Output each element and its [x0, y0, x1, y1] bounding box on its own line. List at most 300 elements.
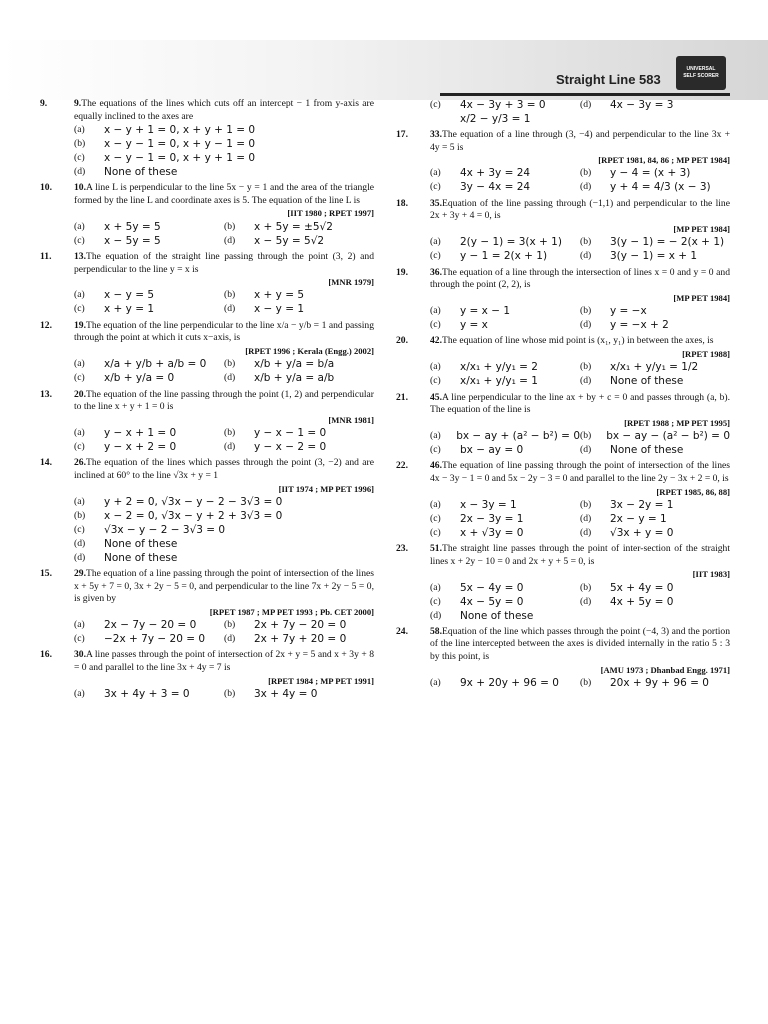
answer-option[interactable]: [580, 498, 730, 512]
option-letter: (b): [224, 358, 236, 370]
question-item: [396, 543, 730, 623]
option-letter: (d): [580, 512, 592, 524]
option-letter: (a): [430, 581, 441, 593]
question-item: [396, 460, 730, 540]
option-letter: (a): [430, 498, 441, 510]
option-text: x − y = 5: [104, 289, 155, 302]
option-letter: (a): [430, 676, 441, 688]
option-letter: (a): [74, 123, 85, 135]
option-text: 2x − y = 1: [610, 512, 667, 525]
answer-option[interactable]: [224, 303, 374, 317]
question-text-block: [74, 389, 374, 414]
answer-option[interactable]: [580, 181, 730, 195]
answer-option[interactable]: [430, 181, 580, 195]
question-label: 9.: [74, 98, 82, 109]
question-number: 21.: [396, 391, 408, 403]
option-letter: (a): [74, 427, 85, 439]
page-header-band: [0, 40, 768, 100]
question-label: 19.: [74, 319, 86, 331]
question-number: 15.: [40, 568, 52, 580]
question-text-block: [74, 320, 374, 345]
question-item: [40, 457, 374, 565]
options-grid: [430, 361, 730, 389]
option-text: −2x + 7y − 20 = 0: [104, 633, 206, 646]
option-letter: (b): [224, 289, 236, 301]
answer-option[interactable]: [430, 429, 580, 443]
answer-option[interactable]: [430, 361, 580, 375]
option-letter: (d): [74, 551, 86, 563]
question-source: [MP PET 1984]: [673, 292, 730, 303]
option-letter: (b): [580, 676, 592, 688]
option-text: 5x − 4y = 0: [460, 581, 524, 594]
question-text: Equation of the line which passes through the point (−4, 3) and the portion of the line intercepted between the axes is divided internally in the ratio 5 : 3 by this point, is: [430, 625, 730, 663]
question-item: [396, 392, 730, 458]
option-letter: (d): [224, 303, 236, 315]
question-text: The equation of the line perpendicular to the line x/a − y/b = 1 and passing through the point at which it cuts x−axis, is: [74, 319, 374, 344]
question-item: [396, 267, 730, 333]
left-column: [40, 98, 374, 704]
answer-option[interactable]: [430, 526, 580, 540]
option-text: 9x + 20y + 96 = 0: [460, 676, 559, 689]
question-source: [AMU 1973 ; Dhanbad Engg. 1971]: [600, 664, 730, 675]
answer-option[interactable]: [580, 250, 730, 264]
option-text: x − 5y = 5: [104, 234, 161, 247]
answer-option[interactable]: [224, 632, 374, 646]
question-source: [IIT 1980 ; RPET 1997]: [287, 208, 374, 219]
question-label: 42.: [430, 335, 442, 347]
option-letter: (c): [430, 526, 441, 538]
option-text: 2x − 7y − 20 = 0: [104, 619, 197, 632]
question-label: 20.: [74, 388, 86, 400]
question-label: 29.: [74, 568, 86, 580]
option-text: bx − ay − (a² − b²) = 0: [606, 430, 730, 443]
option-text: 3x + 4y = 0: [254, 687, 318, 700]
question-number: 12.: [40, 319, 52, 331]
answer-option[interactable]: [74, 358, 224, 372]
question-source: [RPET 1981, 84, 86 ; MP PET 1984]: [598, 155, 730, 166]
option-letter: (b): [74, 137, 86, 149]
option-letter: (d): [580, 526, 592, 538]
question-source: [RPET 1996 ; Kerala (Engg.) 2002]: [245, 345, 374, 356]
question-number: 16.: [40, 649, 52, 661]
answer-option[interactable]: [580, 512, 730, 526]
question-source: [MP PET 1984]: [673, 223, 730, 234]
question-number: 10.: [40, 182, 52, 194]
question-label: 26.: [74, 457, 86, 469]
option-text: y = x − 1: [460, 305, 511, 318]
option-letter: (c): [430, 181, 441, 193]
question-text: The equation of the lines which passes through the point (3, −2) and are inclined at 60° to the line √3x + y = 1: [74, 457, 374, 481]
answer-option[interactable]: [74, 687, 224, 701]
question-item: [40, 389, 374, 455]
option-text: x/x₁ + y/y₁ = 1/2: [610, 361, 699, 374]
question-source: [RPET 1987 ; MP PET 1993 ; Pb. CET 2000]: [209, 606, 374, 617]
option-text: 3x + 4y + 3 = 0: [104, 687, 190, 700]
option-letter: (d): [580, 98, 592, 110]
answer-option[interactable]: [74, 165, 374, 179]
question-text-block: [74, 568, 374, 606]
option-text: x + y = 5: [254, 289, 305, 302]
option-text: bx − ay + (a² − b²) = 0: [456, 430, 580, 443]
option-letter: (d): [224, 372, 236, 384]
answer-option[interactable]: [74, 523, 374, 537]
option-letter: (c): [430, 375, 441, 387]
option-letter: (b): [74, 509, 86, 521]
option-letter: (c): [74, 523, 85, 535]
question-text-block: [74, 251, 374, 276]
answer-option[interactable]: [224, 220, 374, 234]
option-text: y − 1 = 2(x + 1): [460, 250, 548, 263]
option-letter: (c): [74, 441, 85, 453]
answer-option[interactable]: [580, 304, 730, 318]
question-text: The equation of the line passing through the point (1, 2) and perpendicular to the line x + y + 1 = 0 is: [74, 388, 374, 413]
option-text: None of these: [104, 165, 178, 178]
option-letter: (b): [580, 305, 592, 317]
question-number: 9.: [40, 98, 48, 109]
option-text: x/x₁ + y/y₁ = 1: [460, 375, 538, 388]
option-text: None of these: [104, 551, 178, 564]
option-text: 2(y − 1) = 3(x + 1): [460, 236, 562, 249]
option-text: 3x − 2y = 1: [610, 498, 674, 511]
option-text: x − y − 1 = 0, x + y − 1 = 0: [104, 137, 256, 150]
question-text-block: [430, 543, 730, 568]
question-item: [40, 649, 374, 701]
option-letter: (a): [430, 305, 441, 317]
answer-option[interactable]: [580, 581, 730, 595]
answer-option[interactable]: [580, 236, 730, 250]
answer-option[interactable]: [224, 358, 374, 372]
question-text: The equations of the lines which cuts off an intercept − 1 from y-axis are equally inclined to the axes are: [74, 98, 374, 122]
answer-option[interactable]: [580, 98, 730, 112]
answer-option[interactable]: [224, 440, 374, 454]
page-title: Straight Line 583: [556, 72, 661, 87]
option-text: y = −x + 2: [610, 319, 669, 332]
answer-option[interactable]: [580, 443, 730, 457]
answer-option[interactable]: [580, 526, 730, 540]
option-letter: (b): [224, 220, 236, 232]
option-text: 3(y − 1) = − 2(x + 1): [610, 236, 725, 249]
question-source: [RPET 1984 ; MP PET 1991]: [268, 675, 374, 686]
answer-option[interactable]: [430, 609, 730, 623]
answer-option[interactable]: [74, 426, 224, 440]
option-text: x/x₁ + y/y₁ = 2: [460, 361, 538, 374]
option-text: x + 5y = ±5√2: [254, 220, 333, 233]
answer-option[interactable]: [430, 112, 730, 126]
answer-option[interactable]: [74, 234, 224, 248]
question-text: The equation of a line passing through the point of intersection of the lines x + 5y + 7 = 0, 3x + 2y − 5 = 0, and perpendicular to the line 7x + 2y − 5 = 0, is given by: [74, 568, 374, 605]
answer-option[interactable]: [430, 443, 580, 457]
option-text: 3y − 4x = 24: [460, 181, 531, 194]
answer-option[interactable]: [430, 581, 580, 595]
question-item: [396, 129, 730, 195]
option-text: x + y = 1: [104, 303, 155, 316]
answer-option[interactable]: [74, 303, 224, 317]
question-text: A line passes through the point of intersection of 2x + y = 5 and x + 3y + 8 = 0 and parallel to the line 3x + 4y = 7 is: [74, 649, 374, 674]
question-text-block: [430, 460, 730, 485]
option-text: x/b + y/a = 0: [104, 372, 175, 385]
answer-option[interactable]: [74, 151, 374, 165]
options-grid: [74, 220, 374, 248]
option-letter: (a): [74, 220, 85, 232]
question-item: [396, 198, 730, 264]
options-grid: [430, 98, 730, 126]
answer-option[interactable]: [74, 632, 224, 646]
question-text: The equation of a line through the intersection of lines x = 0 and y = 0 and through the point (2, 2), is: [430, 266, 730, 291]
options-grid: [74, 289, 374, 317]
question-item: [396, 335, 730, 388]
option-letter: (c): [430, 512, 441, 524]
answer-option[interactable]: [580, 318, 730, 332]
question-source: [IIT 1974 ; MP PET 1996]: [278, 483, 374, 494]
question-number: 22.: [396, 460, 408, 472]
option-text: 2x + 7y − 20 = 0: [254, 619, 347, 632]
option-text: 2x + 7y + 20 = 0: [254, 633, 347, 646]
answer-option[interactable]: [580, 595, 730, 609]
option-text: bx − ay = 0: [460, 444, 524, 457]
option-letter: (b): [580, 167, 592, 179]
question-number: 20.: [396, 335, 408, 347]
answer-option[interactable]: [430, 498, 580, 512]
answer-option[interactable]: [430, 318, 580, 332]
question-text: The equation of line passing through the point of intersection of the lines 4x − 3y − 1 = 0 and 5x − 2y − 3 = 0 and parallel to the line 2y − 3x + 2 = 0, is: [430, 460, 730, 484]
question-text: A line L is perpendicular to the line 5x − y = 1 and the area of the triangle formed by the line L and coordinate axes is 5. The equation of the line L is: [74, 182, 374, 206]
option-letter: (a): [430, 167, 441, 179]
option-text: √3x − y − 2 − 3√3 = 0: [104, 523, 226, 536]
option-text: 2x − 3y = 1: [460, 512, 524, 525]
question-text-block: [430, 335, 730, 348]
option-letter: (d): [224, 633, 236, 645]
option-letter: (d): [580, 444, 592, 456]
option-letter: (c): [74, 234, 85, 246]
publisher-logo: [676, 56, 726, 90]
option-letter: (d): [74, 537, 86, 549]
answer-option[interactable]: [74, 495, 374, 509]
options-grid: [74, 426, 374, 454]
option-text: y − 4 = (x + 3): [610, 167, 691, 180]
question-label: 33.: [430, 129, 442, 140]
option-text: √3x + y = 0: [610, 526, 674, 539]
question-label: 35.: [430, 197, 442, 209]
option-letter: (c): [74, 151, 85, 163]
options-grid: [74, 358, 374, 386]
answer-option[interactable]: [430, 98, 580, 112]
option-text: y − x + 1 = 0: [104, 427, 177, 440]
answer-option[interactable]: [74, 551, 374, 565]
question-text-block: [430, 129, 730, 154]
option-letter: (b): [580, 236, 592, 248]
option-letter: (d): [580, 181, 592, 193]
option-text: 4x + 3y = 24: [460, 167, 531, 180]
answer-option[interactable]: [430, 676, 580, 690]
option-letter: (a): [74, 619, 85, 631]
answer-option[interactable]: [580, 167, 730, 181]
answer-option[interactable]: [430, 595, 580, 609]
option-text: 4x − 3y + 3 = 0: [460, 98, 546, 111]
question-item: [40, 568, 374, 646]
options-grid: [430, 304, 730, 332]
options-grid: [74, 123, 374, 179]
answer-option[interactable]: [74, 537, 374, 551]
question-number: 17.: [396, 129, 408, 140]
question-label: 58.: [430, 625, 442, 637]
answer-option[interactable]: [430, 375, 580, 389]
option-text: x − y = 1: [254, 303, 305, 316]
question-source: [RPET 1988 ; MP PET 1995]: [624, 417, 730, 428]
option-letter: (c): [74, 372, 85, 384]
question-text-block: [74, 457, 374, 482]
question-text-block: [430, 198, 730, 223]
option-letter: (d): [580, 250, 592, 262]
question-item: [40, 251, 374, 317]
question-number: 11.: [40, 250, 52, 262]
question-number: 19.: [396, 266, 408, 278]
answer-option[interactable]: [74, 220, 224, 234]
options-grid: [430, 581, 730, 623]
option-text: None of these: [610, 444, 684, 457]
option-letter: (c): [74, 633, 85, 645]
question-source: [IIT 1983]: [692, 569, 730, 580]
option-text: x + √3y = 0: [460, 526, 524, 539]
option-letter: (b): [580, 430, 592, 442]
option-letter: (a): [430, 430, 441, 442]
answer-option[interactable]: [74, 618, 224, 632]
options-grid: [74, 495, 374, 565]
logo-line-1: UNIVERSAL: [686, 66, 716, 72]
answer-option[interactable]: [580, 429, 730, 443]
option-letter: (d): [580, 375, 592, 387]
option-letter: (b): [224, 619, 236, 631]
option-letter: (c): [430, 98, 441, 110]
option-text: x/b + y/a = a/b: [254, 372, 335, 385]
options-grid: [74, 687, 374, 701]
question-text-block: [74, 649, 374, 674]
answer-option[interactable]: [430, 250, 580, 264]
answer-option[interactable]: [74, 289, 224, 303]
options-grid: [430, 498, 730, 540]
option-text: y + 4 = 4/3 (x − 3): [610, 181, 711, 194]
answer-option[interactable]: [74, 372, 224, 386]
logo-line-2: SELF SCORER: [683, 73, 719, 79]
options-grid: [430, 429, 730, 457]
option-letter: (c): [430, 595, 441, 607]
option-text: y − x + 2 = 0: [104, 441, 177, 454]
answer-option[interactable]: [74, 123, 374, 137]
question-number: 14.: [40, 457, 52, 469]
option-text: 4x + 5y = 0: [610, 595, 674, 608]
question-number: 23.: [396, 543, 408, 555]
option-letter: (a): [430, 236, 441, 248]
answer-option[interactable]: [224, 618, 374, 632]
question-item: [396, 98, 730, 126]
option-letter: (c): [430, 250, 441, 262]
option-text: x/a + y/b + a/b = 0: [104, 358, 207, 371]
question-label: 13.: [74, 250, 86, 262]
option-text: x/2 − y/3 = 1: [460, 112, 531, 125]
option-text: 5x + 4y = 0: [610, 581, 674, 594]
option-text: y = x: [460, 319, 488, 332]
options-grid: [430, 167, 730, 195]
options-grid: [430, 236, 730, 264]
question-source: [MNR 1981]: [328, 414, 374, 425]
question-text: The equation of line whose mid point is (x₁, y₁) in between the axes, is: [442, 335, 714, 347]
option-text: y − x − 1 = 0: [254, 427, 327, 440]
question-item: [40, 320, 374, 386]
option-letter: (a): [430, 361, 441, 373]
answer-option[interactable]: [430, 167, 580, 181]
option-text: None of these: [460, 609, 534, 622]
header-rule: [440, 93, 730, 96]
options-grid: [74, 618, 374, 646]
option-text: None of these: [610, 375, 684, 388]
question-text: Equation of the line passing through (−1,1) and perpendicular to the line 2x + 3y + 4 = 0, is: [430, 197, 730, 222]
answer-option[interactable]: [224, 234, 374, 248]
option-text: y = −x: [610, 305, 647, 318]
answer-option[interactable]: [580, 676, 730, 690]
option-letter: (c): [430, 319, 441, 331]
question-number: 24.: [396, 625, 408, 637]
option-letter: (b): [580, 498, 592, 510]
option-text: x − 3y = 1: [460, 498, 517, 511]
answer-option[interactable]: [224, 687, 374, 701]
answer-option[interactable]: [74, 440, 224, 454]
answer-option[interactable]: [224, 372, 374, 386]
option-text: y − x − 2 = 0: [254, 441, 327, 454]
option-letter: (d): [224, 441, 236, 453]
option-text: y + 2 = 0, √3x − y − 2 − 3√3 = 0: [104, 495, 283, 508]
option-letter: (d): [74, 165, 86, 177]
option-text: x + 5y = 5: [104, 220, 161, 233]
question-text-block: [430, 626, 730, 664]
answer-option[interactable]: [430, 304, 580, 318]
question-text-block: [74, 182, 374, 207]
question-source: [RPET 1985, 86, 88]: [656, 486, 730, 497]
question-label: 45.: [430, 391, 442, 403]
question-item: [40, 182, 374, 248]
options-grid: [430, 676, 730, 690]
option-letter: (a): [74, 495, 85, 507]
answer-option[interactable]: [430, 512, 580, 526]
option-letter: (a): [74, 687, 85, 699]
option-text: x/b + y/a = b/a: [254, 358, 335, 371]
option-letter: (d): [224, 234, 236, 246]
option-letter: (d): [430, 609, 442, 621]
question-item: [396, 626, 730, 690]
option-text: x − y + 1 = 0, x + y + 1 = 0: [104, 123, 256, 136]
option-text: 4x − 5y = 0: [460, 595, 524, 608]
answer-option[interactable]: [74, 509, 374, 523]
option-letter: (a): [74, 289, 85, 301]
option-text: 4x − 3y = 3: [610, 98, 674, 111]
answer-option[interactable]: [430, 236, 580, 250]
question-number: 13.: [40, 388, 52, 400]
question-label: 30.: [74, 649, 86, 661]
answer-option[interactable]: [580, 361, 730, 375]
answer-option[interactable]: [224, 289, 374, 303]
question-text: The equation of the straight line passing through the point (3, 2) and perpendicular to the line y = x is: [74, 250, 374, 275]
question-text: The straight line passes through the point of inter-section of the straight lines x + 2y − 10 = 0 and 2x + y + 5 = 0, is: [430, 543, 730, 567]
option-text: x − y − 1 = 0, x + y + 1 = 0: [104, 151, 256, 164]
question-text: The equation of a line through (3, −4) and perpendicular to the line 3x + 4y = 5 is: [430, 129, 730, 153]
option-letter: (b): [580, 361, 592, 373]
option-text: x − 2 = 0, √3x − y + 2 + 3√3 = 0: [104, 509, 283, 522]
question-text: A line perpendicular to the line ax + by + c = 0 and passes through (a, b). The equation of the line is: [430, 391, 730, 416]
answer-option[interactable]: [580, 375, 730, 389]
answer-option[interactable]: [224, 426, 374, 440]
option-text: None of these: [104, 537, 178, 550]
option-letter: (b): [224, 687, 236, 699]
answer-option[interactable]: [74, 137, 374, 151]
question-label: 36.: [430, 266, 442, 278]
